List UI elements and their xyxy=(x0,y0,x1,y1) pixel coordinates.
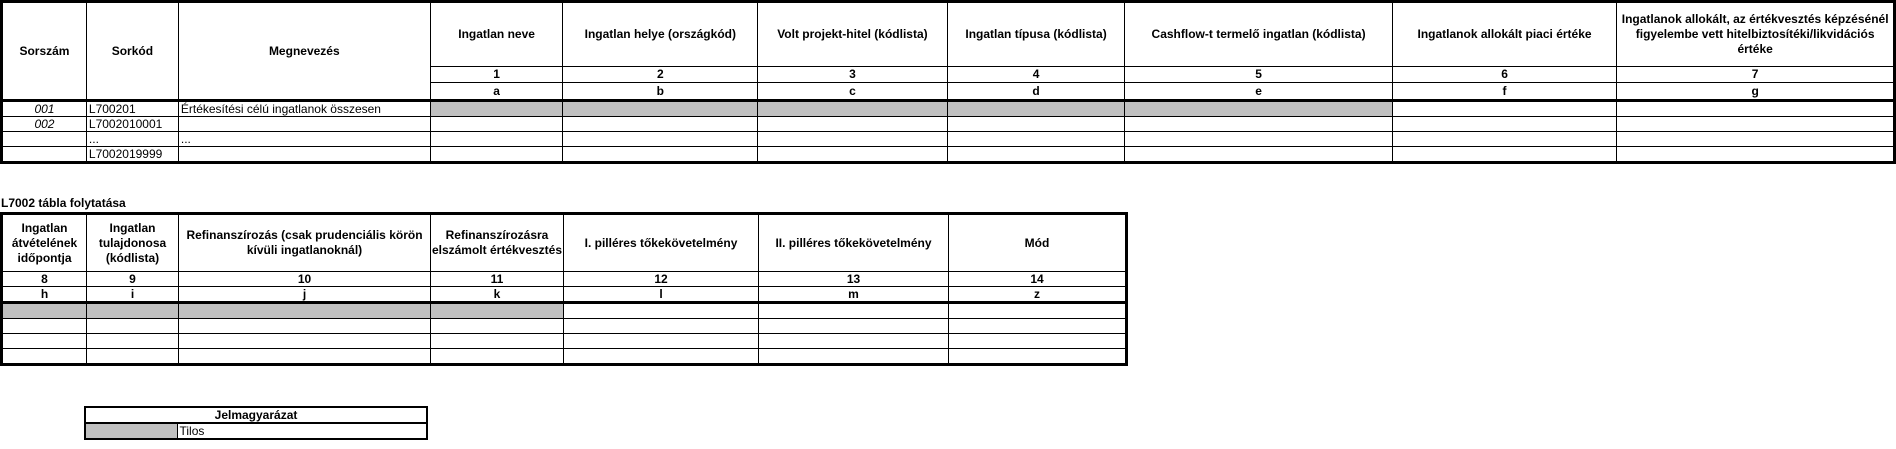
data-cell[interactable] xyxy=(758,147,948,163)
col-number: 4 xyxy=(947,66,1125,83)
forbidden-cell xyxy=(430,101,563,117)
col-letter: f xyxy=(1392,83,1617,101)
continuation-caption: L7002 tábla folytatása xyxy=(1,196,126,210)
col-letter: m xyxy=(759,287,949,303)
header-col-11: Refinanszírozásra elszámolt értékvesztés xyxy=(431,214,564,272)
data-cell[interactable] xyxy=(564,303,759,319)
data-cell[interactable] xyxy=(179,319,431,334)
data-cell[interactable] xyxy=(759,349,949,365)
data-cell[interactable] xyxy=(759,319,949,334)
forbidden-cell xyxy=(87,303,179,319)
main-table xyxy=(0,0,1896,164)
header-col-4: Ingatlan típusa (kódlista) xyxy=(947,2,1125,67)
data-cell[interactable] xyxy=(2,349,87,365)
row-sorkod: L7002010001 xyxy=(86,117,178,132)
table-row xyxy=(2,117,1895,132)
data-cell[interactable] xyxy=(87,319,179,334)
header-col-8: Ingatlan átvételének időpontja xyxy=(2,214,87,272)
header-col-1: Ingatlan neve xyxy=(430,2,563,67)
col-letter: a xyxy=(430,83,563,101)
header-col-3: Volt projekt-hitel (kódlista) xyxy=(758,2,948,67)
header-sorszam: Sorszám xyxy=(2,2,87,101)
col-number: 14 xyxy=(949,272,1127,287)
header-col-12: I. pilléres tőkekövetelmény xyxy=(564,214,759,272)
col-number: 11 xyxy=(431,272,564,287)
header-col-9: Ingatlan tulajdonosa (kódlista) xyxy=(87,214,179,272)
header-col-5: Cashflow-t termelő ingatlan (kódlista) xyxy=(1125,2,1392,67)
data-cell[interactable] xyxy=(430,147,563,163)
col-letter: k xyxy=(431,287,564,303)
data-cell[interactable] xyxy=(2,334,87,349)
data-cell[interactable] xyxy=(430,117,563,132)
row-megnevezes xyxy=(178,117,430,132)
col-number: 12 xyxy=(564,272,759,287)
row-sorszam: 002 xyxy=(2,117,87,132)
data-cell[interactable] xyxy=(564,349,759,365)
data-cell[interactable] xyxy=(87,349,179,365)
data-cell[interactable] xyxy=(1617,132,1895,147)
data-cell[interactable] xyxy=(1617,101,1895,117)
col-number: 9 xyxy=(87,272,179,287)
data-cell[interactable] xyxy=(431,334,564,349)
col-letter: g xyxy=(1617,83,1895,101)
data-cell[interactable] xyxy=(758,132,948,147)
col-number: 3 xyxy=(758,66,948,83)
col-letter: z xyxy=(949,287,1127,303)
forbidden-cell xyxy=(179,303,431,319)
data-cell[interactable] xyxy=(949,349,1127,365)
header-col-14: Mód xyxy=(949,214,1127,272)
forbidden-cell xyxy=(2,303,87,319)
data-cell[interactable] xyxy=(179,349,431,365)
data-cell[interactable] xyxy=(947,147,1125,163)
data-cell[interactable] xyxy=(949,303,1127,319)
data-cell[interactable] xyxy=(759,334,949,349)
row-megnevezes: ... xyxy=(178,132,430,147)
table-row xyxy=(2,303,1127,319)
data-cell[interactable] xyxy=(430,132,563,147)
col-letter: i xyxy=(87,287,179,303)
data-cell[interactable] xyxy=(1125,132,1392,147)
col-number: 13 xyxy=(759,272,949,287)
col-letter: j xyxy=(179,287,431,303)
data-cell[interactable] xyxy=(949,319,1127,334)
data-cell[interactable] xyxy=(1392,101,1617,117)
data-cell[interactable] xyxy=(947,132,1125,147)
data-cell[interactable] xyxy=(759,303,949,319)
header-col-10: Refinanszírozás (csak prudenciális körön kívüli ingatlanoknál) xyxy=(179,214,431,272)
legend-table xyxy=(84,406,428,440)
row-sorkod: L7002019999 xyxy=(86,147,178,163)
forbidden-cell xyxy=(1125,101,1392,117)
legend-swatch xyxy=(85,423,177,439)
row-megnevezes: Értékesítési célú ingatlanok összesen xyxy=(178,101,430,117)
data-cell[interactable] xyxy=(1125,147,1392,163)
col-number: 7 xyxy=(1617,66,1895,83)
data-cell[interactable] xyxy=(431,349,564,365)
data-cell[interactable] xyxy=(949,334,1127,349)
data-cell[interactable] xyxy=(1392,147,1617,163)
header-col-2: Ingatlan helye (országkód) xyxy=(563,2,758,67)
header-megnevezes: Megnevezés xyxy=(178,2,430,101)
col-number: 10 xyxy=(179,272,431,287)
data-cell[interactable] xyxy=(758,117,948,132)
row-sorszam xyxy=(2,147,87,163)
data-cell[interactable] xyxy=(87,334,179,349)
col-letter: h xyxy=(2,287,87,303)
legend-title: Jelmagyarázat xyxy=(85,407,427,423)
row-megnevezes xyxy=(178,147,430,163)
col-letter: e xyxy=(1125,83,1392,101)
continuation-table xyxy=(0,212,1128,366)
data-cell[interactable] xyxy=(1392,132,1617,147)
data-cell[interactable] xyxy=(1125,117,1392,132)
col-number: 2 xyxy=(563,66,758,83)
data-cell[interactable] xyxy=(564,334,759,349)
data-cell[interactable] xyxy=(179,334,431,349)
header-sorkod: Sorkód xyxy=(86,2,178,101)
table-row xyxy=(2,147,1895,163)
data-cell[interactable] xyxy=(563,117,758,132)
col-letter: l xyxy=(564,287,759,303)
forbidden-cell xyxy=(758,101,948,117)
table-row xyxy=(2,101,1895,117)
data-cell[interactable] xyxy=(1617,117,1895,132)
table-row xyxy=(2,334,1127,349)
table-row xyxy=(2,132,1895,147)
data-cell[interactable] xyxy=(564,319,759,334)
col-number: 1 xyxy=(430,66,563,83)
data-cell[interactable] xyxy=(563,147,758,163)
data-cell[interactable] xyxy=(1392,117,1617,132)
col-number: 6 xyxy=(1392,66,1617,83)
data-cell[interactable] xyxy=(1617,147,1895,163)
col-letter: d xyxy=(947,83,1125,101)
data-cell[interactable] xyxy=(2,319,87,334)
table-row xyxy=(2,349,1127,365)
col-letter: b xyxy=(563,83,758,101)
table-row xyxy=(2,319,1127,334)
col-number: 5 xyxy=(1125,66,1392,83)
forbidden-cell xyxy=(947,101,1125,117)
header-col-7: Ingatlanok allokált, az értékvesztés képzésénél figyelembe vett hitelbiztosítéki/likvidációs értéke xyxy=(1617,2,1895,67)
legend-label: Tilos xyxy=(177,423,427,439)
row-sorszam xyxy=(2,132,87,147)
forbidden-cell xyxy=(431,303,564,319)
forbidden-cell xyxy=(563,101,758,117)
header-col-6: Ingatlanok allokált piaci értéke xyxy=(1392,2,1617,67)
col-letter: c xyxy=(758,83,948,101)
data-cell[interactable] xyxy=(563,132,758,147)
row-sorkod: ... xyxy=(86,132,178,147)
data-cell[interactable] xyxy=(431,319,564,334)
row-sorkod: L700201 xyxy=(86,101,178,117)
row-sorszam: 001 xyxy=(2,101,87,117)
header-col-13: II. pilléres tőkekövetelmény xyxy=(759,214,949,272)
data-cell[interactable] xyxy=(947,117,1125,132)
col-number: 8 xyxy=(2,272,87,287)
